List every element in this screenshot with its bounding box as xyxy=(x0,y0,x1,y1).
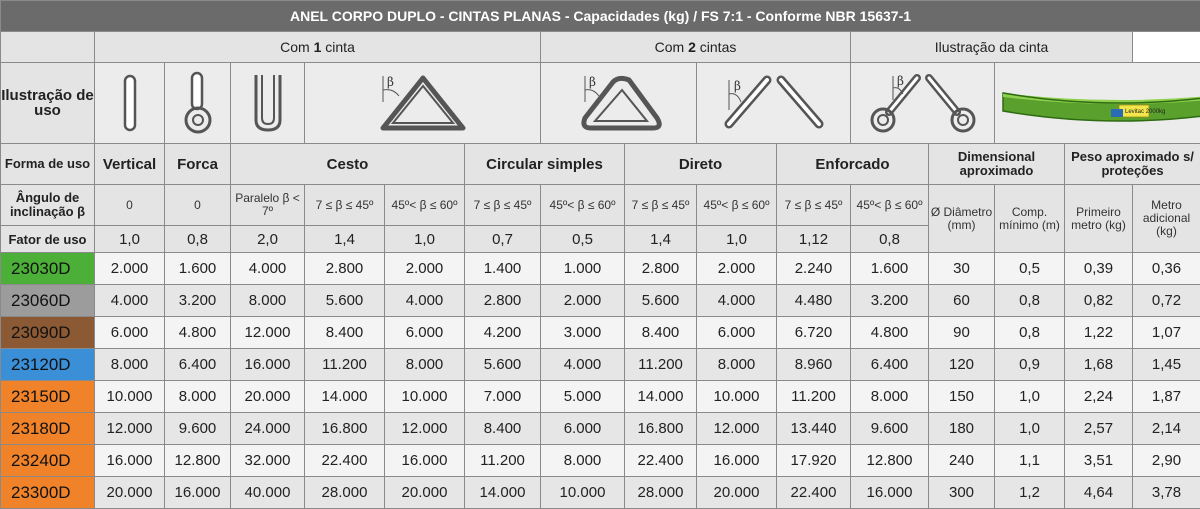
value-cell: 20.000 xyxy=(231,381,305,413)
factor-cell: 1,0 xyxy=(95,226,165,253)
angle-cell: 7 ≤ β ≤ 45º xyxy=(777,185,851,226)
value-cell: 2,24 xyxy=(1065,381,1133,413)
value-cell: 1,22 xyxy=(1065,317,1133,349)
value-cell: 24.000 xyxy=(231,413,305,445)
sling-tag-label: Levitac 2000kg xyxy=(1125,109,1165,115)
value-cell: 6.400 xyxy=(851,349,929,381)
label-ilustracao: Ilustração de uso xyxy=(1,63,95,144)
value-cell: 3,78 xyxy=(1133,477,1200,509)
basket-parallel-illustration xyxy=(231,63,305,144)
factor-cell: 1,12 xyxy=(777,226,851,253)
value-cell: 2.000 xyxy=(95,253,165,285)
corner-cell xyxy=(1,32,95,63)
value-cell: 11.200 xyxy=(305,349,385,381)
value-cell: 12.800 xyxy=(165,445,231,477)
direct-illustration xyxy=(697,63,851,144)
value-cell: 0,5 xyxy=(995,253,1065,285)
product-code: 23060D xyxy=(1,285,95,317)
value-cell: 2.800 xyxy=(625,253,697,285)
value-cell: 0,9 xyxy=(995,349,1065,381)
value-cell: 22.400 xyxy=(777,477,851,509)
value-cell: 0,82 xyxy=(1065,285,1133,317)
unit-comprimento: Comp. mínimo (m) xyxy=(995,185,1065,253)
form-forca: Forca xyxy=(165,144,231,185)
value-cell: 40.000 xyxy=(231,477,305,509)
value-cell: 120 xyxy=(929,349,995,381)
value-cell: 6.000 xyxy=(385,317,465,349)
value-cell: 8.000 xyxy=(165,381,231,413)
table-row xyxy=(1,445,1200,477)
factor-cell: 0,8 xyxy=(851,226,929,253)
value-cell: 4.800 xyxy=(851,317,929,349)
product-code: 23150D xyxy=(1,381,95,413)
product-code: 23180D xyxy=(1,413,95,445)
value-cell: 8.000 xyxy=(697,349,777,381)
value-cell: 1,68 xyxy=(1065,349,1133,381)
value-cell: 240 xyxy=(929,445,995,477)
choked-illustration xyxy=(851,63,995,144)
value-cell: 8.000 xyxy=(95,349,165,381)
value-cell: 16.000 xyxy=(231,349,305,381)
factor-cell: 0,7 xyxy=(465,226,541,253)
form-vertical: Vertical xyxy=(95,144,165,185)
form-direto: Direto xyxy=(625,144,777,185)
value-cell: 11.200 xyxy=(777,381,851,413)
svg-text:β: β xyxy=(387,75,394,89)
value-cell: 3,51 xyxy=(1065,445,1133,477)
value-cell: 0,8 xyxy=(995,285,1065,317)
value-cell: 1,2 xyxy=(995,477,1065,509)
form-dimensional: Dimensional aproximado xyxy=(929,144,1065,185)
vertical-illustration xyxy=(95,63,165,144)
value-cell: 12.000 xyxy=(95,413,165,445)
unit-diametro: Ø Diâmetro (mm) xyxy=(929,185,995,253)
data-rows xyxy=(1,253,1200,509)
table-row xyxy=(1,349,1200,381)
value-cell: 28.000 xyxy=(305,477,385,509)
factor-cell: 0,5 xyxy=(541,226,625,253)
factor-cell: 1,4 xyxy=(625,226,697,253)
angle-cell: 45º< β ≤ 60º xyxy=(385,185,465,226)
value-cell: 10.000 xyxy=(95,381,165,413)
value-cell: 20.000 xyxy=(385,477,465,509)
value-cell: 10.000 xyxy=(541,477,625,509)
value-cell: 12.000 xyxy=(231,317,305,349)
value-cell: 11.200 xyxy=(465,445,541,477)
value-cell: 0,72 xyxy=(1133,285,1200,317)
value-cell: 22.400 xyxy=(625,445,697,477)
value-cell: 1,1 xyxy=(995,445,1065,477)
svg-text:β: β xyxy=(589,75,596,89)
value-cell: 10.000 xyxy=(385,381,465,413)
unit-metro-adicional: Metro adicional (kg) xyxy=(1133,185,1200,253)
factor-cell: 2,0 xyxy=(231,226,305,253)
value-cell: 1,07 xyxy=(1133,317,1200,349)
factor-cell: 1,0 xyxy=(385,226,465,253)
value-cell: 8.000 xyxy=(851,381,929,413)
label-angulo: Ângulo de inclinação β xyxy=(1,185,95,226)
value-cell: 4.000 xyxy=(697,285,777,317)
value-cell: 16.000 xyxy=(95,445,165,477)
value-cell: 30 xyxy=(929,253,995,285)
svg-text:β: β xyxy=(897,74,904,88)
table-row xyxy=(1,413,1200,445)
value-cell: 4.480 xyxy=(777,285,851,317)
value-cell: 6.000 xyxy=(541,413,625,445)
value-cell: 1,0 xyxy=(995,413,1065,445)
value-cell: 14.000 xyxy=(305,381,385,413)
table-row xyxy=(1,285,1200,317)
value-cell: 20.000 xyxy=(697,477,777,509)
angle-cell: 45º< β ≤ 60º xyxy=(541,185,625,226)
label-forma: Forma de uso xyxy=(1,144,95,185)
value-cell: 2,14 xyxy=(1133,413,1200,445)
table-row xyxy=(1,317,1200,349)
value-cell: 8.400 xyxy=(305,317,385,349)
table-title: ANEL CORPO DUPLO - CINTAS PLANAS - Capacidades (kg) / FS 7:1 - Conforme NBR 15637-1 xyxy=(1,1,1200,32)
product-code: 23030D xyxy=(1,253,95,285)
angle-cell: 7 ≤ β ≤ 45º xyxy=(465,185,541,226)
value-cell: 2.000 xyxy=(541,285,625,317)
label-fator: Fator de uso xyxy=(1,226,95,253)
value-cell: 16.000 xyxy=(851,477,929,509)
value-cell: 4.200 xyxy=(465,317,541,349)
value-cell: 16.800 xyxy=(305,413,385,445)
angle-cell: 7 ≤ β ≤ 45º xyxy=(625,185,697,226)
value-cell: 16.800 xyxy=(625,413,697,445)
form-circular: Circular simples xyxy=(465,144,625,185)
form-enforcado: Enforcado xyxy=(777,144,929,185)
value-cell: 28.000 xyxy=(625,477,697,509)
value-cell: 7.000 xyxy=(465,381,541,413)
value-cell: 16.000 xyxy=(165,477,231,509)
sling-illustration xyxy=(995,63,1200,144)
choke-illustration xyxy=(165,63,231,144)
value-cell: 4.000 xyxy=(231,253,305,285)
value-cell: 8.000 xyxy=(541,445,625,477)
table-row xyxy=(1,477,1200,509)
value-cell: 11.200 xyxy=(625,349,697,381)
value-cell: 1.000 xyxy=(541,253,625,285)
value-cell: 90 xyxy=(929,317,995,349)
unit-primeiro-metro: Primeiro metro (kg) xyxy=(1065,185,1133,253)
value-cell: 6.400 xyxy=(165,349,231,381)
table-row xyxy=(1,381,1200,413)
value-cell: 180 xyxy=(929,413,995,445)
value-cell: 2.000 xyxy=(697,253,777,285)
value-cell: 4,64 xyxy=(1065,477,1133,509)
angle-cell: 0 xyxy=(165,185,231,226)
value-cell: 0,36 xyxy=(1133,253,1200,285)
value-cell: 16.000 xyxy=(385,445,465,477)
value-cell: 17.920 xyxy=(777,445,851,477)
form-cesto: Cesto xyxy=(231,144,465,185)
value-cell: 3.200 xyxy=(851,285,929,317)
product-code: 23090D xyxy=(1,317,95,349)
value-cell: 9.600 xyxy=(851,413,929,445)
value-cell: 0,39 xyxy=(1065,253,1133,285)
value-cell: 1.600 xyxy=(851,253,929,285)
value-cell: 8.400 xyxy=(625,317,697,349)
value-cell: 8.960 xyxy=(777,349,851,381)
value-cell: 3.200 xyxy=(165,285,231,317)
value-cell: 5.000 xyxy=(541,381,625,413)
value-cell: 2.240 xyxy=(777,253,851,285)
value-cell: 6.000 xyxy=(95,317,165,349)
value-cell: 2,90 xyxy=(1133,445,1200,477)
value-cell: 12.800 xyxy=(851,445,929,477)
value-cell: 60 xyxy=(929,285,995,317)
value-cell: 1.600 xyxy=(165,253,231,285)
value-cell: 14.000 xyxy=(465,477,541,509)
factor-cell: 0,8 xyxy=(165,226,231,253)
angle-cell: 45º< β ≤ 60º xyxy=(697,185,777,226)
product-code: 23120D xyxy=(1,349,95,381)
value-cell: 3.000 xyxy=(541,317,625,349)
value-cell: 1,0 xyxy=(995,381,1065,413)
angle-cell: 45º< β ≤ 60º xyxy=(851,185,929,226)
value-cell: 1,87 xyxy=(1133,381,1200,413)
value-cell: 150 xyxy=(929,381,995,413)
group-one-sling: Com 1 cinta xyxy=(95,32,541,63)
value-cell: 4.800 xyxy=(165,317,231,349)
value-cell: 12.000 xyxy=(697,413,777,445)
basket-angle-illustration xyxy=(305,63,541,144)
value-cell: 14.000 xyxy=(625,381,697,413)
form-peso: Peso aproximado s/ proteções xyxy=(1065,144,1200,185)
value-cell: 32.000 xyxy=(231,445,305,477)
value-cell: 5.600 xyxy=(625,285,697,317)
product-code: 23300D xyxy=(1,477,95,509)
value-cell: 12.000 xyxy=(385,413,465,445)
value-cell: 1.400 xyxy=(465,253,541,285)
value-cell: 8.000 xyxy=(231,285,305,317)
angle-cell: 0 xyxy=(95,185,165,226)
value-cell: 8.000 xyxy=(385,349,465,381)
factor-cell: 1,0 xyxy=(697,226,777,253)
value-cell: 6.000 xyxy=(697,317,777,349)
factor-cell: 1,4 xyxy=(305,226,385,253)
value-cell: 4.000 xyxy=(95,285,165,317)
angle-cell: Paralelo β < 7º xyxy=(231,185,305,226)
value-cell: 9.600 xyxy=(165,413,231,445)
value-cell: 20.000 xyxy=(95,477,165,509)
value-cell: 13.440 xyxy=(777,413,851,445)
value-cell: 16.000 xyxy=(697,445,777,477)
value-cell: 22.400 xyxy=(305,445,385,477)
group-sling-illustration: Ilustração da cinta xyxy=(851,32,1133,63)
value-cell: 4.000 xyxy=(541,349,625,381)
value-cell: 2.800 xyxy=(305,253,385,285)
value-cell: 5.600 xyxy=(305,285,385,317)
value-cell: 300 xyxy=(929,477,995,509)
value-cell: 8.400 xyxy=(465,413,541,445)
table-row xyxy=(1,253,1200,285)
group-two-slings: Com 2 cintas xyxy=(541,32,851,63)
value-cell: 1,45 xyxy=(1133,349,1200,381)
value-cell: 0,8 xyxy=(995,317,1065,349)
value-cell: 5.600 xyxy=(465,349,541,381)
value-cell: 2.800 xyxy=(465,285,541,317)
value-cell: 10.000 xyxy=(697,381,777,413)
value-cell: 2.000 xyxy=(385,253,465,285)
angle-cell: 7 ≤ β ≤ 45º xyxy=(305,185,385,226)
product-code: 23240D xyxy=(1,445,95,477)
value-cell: 2,57 xyxy=(1065,413,1133,445)
value-cell: 4.000 xyxy=(385,285,465,317)
circular-illustration xyxy=(541,63,697,144)
value-cell: 6.720 xyxy=(777,317,851,349)
svg-text:β: β xyxy=(734,79,741,93)
